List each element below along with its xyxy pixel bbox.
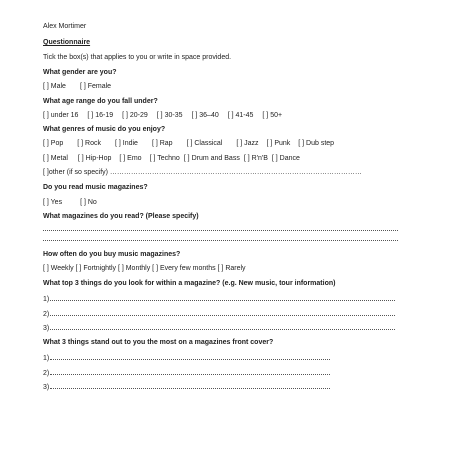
option-age-20-29[interactable]: [ ] 20-29 <box>122 112 148 119</box>
magazines-answer-line-1[interactable] <box>43 230 398 231</box>
top3-answer-2[interactable] <box>43 309 395 319</box>
option-age-under16[interactable]: [ ] under 16 <box>43 112 79 119</box>
option-hiphop[interactable]: [ ] Hip-Hop <box>77 155 112 162</box>
option-no[interactable]: [ ] No <box>80 199 97 206</box>
item-number: 1) <box>43 355 50 362</box>
item-number: 2) <box>43 370 50 377</box>
option-age-36-40[interactable]: [ ] 36–40 <box>191 112 219 119</box>
cover-answer-2[interactable] <box>43 368 330 378</box>
genre-options-row1 <box>43 139 334 148</box>
item-number: 2) <box>43 311 50 318</box>
option-age-41-45[interactable]: [ ] 41-45 <box>227 112 254 119</box>
top3-answer-3[interactable] <box>43 323 395 333</box>
question-frequency: How often do you buy music magazines? <box>43 251 181 258</box>
option-age-50plus[interactable]: [ ] 50+ <box>262 112 283 119</box>
question-gender: What gender are you? <box>43 69 117 76</box>
top3-answer-1[interactable] <box>43 294 395 304</box>
genre-other-field[interactable]: [ ]other (if so specify) ……………………………………………………………………………………………… <box>43 169 362 176</box>
page-title: Questionnaire <box>43 39 91 46</box>
option-age-16-19[interactable]: [ ] 16-19 <box>87 112 114 119</box>
option-age-30-35[interactable]: [ ] 30-35 <box>156 112 183 119</box>
option-male[interactable]: [ ] Male <box>43 83 66 90</box>
item-number: 3) <box>43 325 50 332</box>
option-dubstep[interactable]: [ ] Dub step <box>298 140 335 147</box>
frequency-options[interactable]: [ ] Weekly [ ] Fortnightly [ ] Monthly [ ] Every few months [ ] Rarely <box>43 265 246 272</box>
option-techno[interactable]: [ ] Techno <box>149 155 180 162</box>
read-options <box>43 198 97 207</box>
genre-options-row2 <box>43 154 300 163</box>
option-metal[interactable]: [ ] Metal <box>43 155 68 162</box>
option-pop[interactable]: [ ] Pop <box>43 140 64 147</box>
option-drum-and-bass[interactable]: [ ] Drum and Bass <box>183 155 240 162</box>
option-classical[interactable]: [ ] Classical <box>186 140 223 147</box>
option-female[interactable]: [ ] Female <box>79 83 112 90</box>
option-yes[interactable]: [ ] Yes <box>43 199 63 206</box>
age-options <box>43 111 282 120</box>
instructions-text: Tick the box(s) that applies to you or write in space provided. <box>43 54 232 61</box>
item-number: 3) <box>43 384 50 391</box>
question-top3: What top 3 things do you look for within a magazine? (e.g. New music, tour information) <box>43 280 336 287</box>
option-rnb[interactable]: [ ] R'n'B <box>243 155 268 162</box>
option-rap[interactable]: [ ] Rap <box>151 140 173 147</box>
question-cover: What 3 things stand out to you the most on a magazines front cover? <box>43 339 274 346</box>
item-number: 1) <box>43 296 50 303</box>
cover-answer-1[interactable] <box>43 353 330 363</box>
option-indie[interactable]: [ ] Indie <box>114 140 138 147</box>
question-magazines: What magazines do you read? (Please specify) <box>43 213 199 220</box>
question-read: Do you read music magazines? <box>43 184 148 191</box>
cover-answer-3[interactable] <box>43 382 330 392</box>
question-genre: What genres of music do you enjoy? <box>43 126 166 133</box>
gender-options <box>43 82 111 91</box>
option-punk[interactable]: [ ] Punk <box>266 140 291 147</box>
question-age: What age range do you fall under? <box>43 98 158 105</box>
magazines-answer-line-2[interactable] <box>43 240 398 241</box>
option-rock[interactable]: [ ] Rock <box>77 140 101 147</box>
option-jazz[interactable]: [ ] Jazz <box>236 140 259 147</box>
author-name: Alex Mortimer <box>43 23 87 30</box>
option-emo[interactable]: [ ] Emo <box>119 155 142 162</box>
option-dance[interactable]: [ ] Dance <box>271 155 300 162</box>
